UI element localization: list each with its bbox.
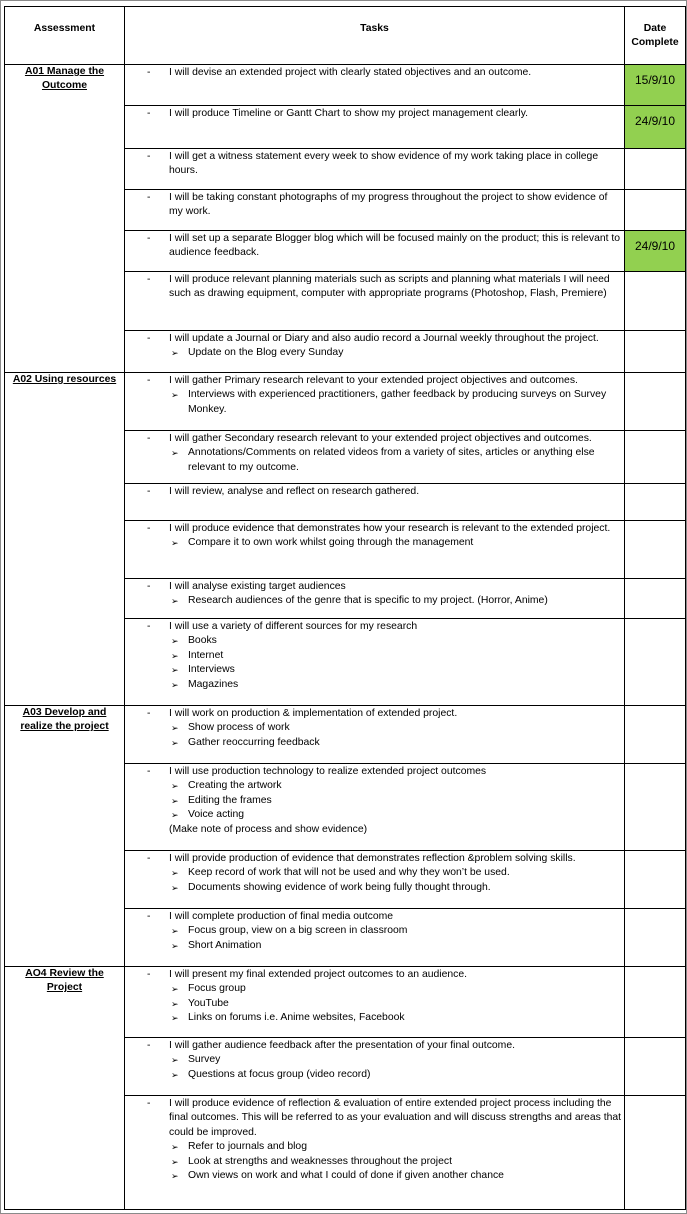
arrow-bullet-icon: ➢ <box>171 868 179 879</box>
arrow-bullet-icon: ➢ <box>171 390 179 401</box>
task-text: I will update a Journal or Diary and also audio record a Journal weekly throughout the project. <box>169 333 599 344</box>
arrow-bullet-icon: ➢ <box>171 1142 179 1153</box>
date-complete-cell <box>625 431 686 484</box>
sub-task-text: Links on forums i.e. Anime websites, Facebook <box>188 1012 405 1024</box>
sub-task-text: Research audiences of the genre that is specific to my project. (Horror, Anime) <box>188 595 548 607</box>
date-complete-cell <box>625 1096 686 1210</box>
header-row <box>5 7 686 65</box>
section-label-line2: Project <box>46 982 83 994</box>
task-text: I will work on production & implementation of extended project. <box>169 708 458 719</box>
sub-task-item <box>125 634 624 648</box>
date-complete-value: 24/9/10 <box>634 114 676 128</box>
dash-bullet-icon: - <box>147 108 151 119</box>
arrow-bullet-icon: ➢ <box>171 1055 179 1066</box>
task-cell <box>125 431 625 484</box>
date-complete-cell <box>625 909 686 967</box>
date-complete-cell <box>625 484 686 521</box>
task-cell <box>125 331 625 373</box>
sub-task-item <box>125 1155 624 1169</box>
task-text: I will provide production of evidence that demonstrates reflection &problem solving skills. <box>169 853 576 864</box>
section-label-line1: AO4 Review the <box>25 968 104 979</box>
arrow-bullet-icon: ➢ <box>171 940 179 951</box>
arrow-bullet-icon: ➢ <box>171 723 179 734</box>
table-row <box>5 706 686 764</box>
dash-bullet-icon: - <box>147 67 151 78</box>
dash-bullet-icon: - <box>147 766 151 777</box>
task-text: I will devise an extended project with clearly stated objectives and an outcome. <box>169 67 532 78</box>
dash-bullet-icon: - <box>147 1040 151 1051</box>
sub-task-text: Own views on work and what I could of done if given another chance <box>188 1170 504 1182</box>
task-item <box>125 272 624 302</box>
dash-bullet-icon: - <box>147 151 151 162</box>
dash-bullet-icon: - <box>147 911 151 922</box>
dash-bullet-icon: - <box>147 486 151 497</box>
section-label-line2: realize the project <box>20 721 109 733</box>
section-label-line1: A03 Develop and <box>22 707 107 718</box>
tasks-header: Tasks <box>125 7 625 65</box>
dash-bullet-icon: - <box>147 969 151 980</box>
dash-bullet-icon: - <box>147 433 151 444</box>
section-label-line2: Outcome <box>41 80 88 92</box>
task-item <box>125 619 624 634</box>
date-complete-cell <box>625 272 686 331</box>
task-text: I will be taking constant photographs of my progress throughout the project to show evidence of my work. <box>169 192 608 218</box>
task-cell <box>125 149 625 190</box>
sub-task-text: Interviews with experienced practitioners, gather feedback by producing surveys on Survey Monkey. <box>188 389 607 415</box>
date-complete-cell <box>625 65 686 106</box>
table-row <box>5 967 686 1038</box>
sub-task-item <box>125 446 624 475</box>
date-complete-value: 24/9/10 <box>634 239 676 253</box>
task-cell <box>125 706 625 764</box>
date-complete-cell <box>625 149 686 190</box>
arrow-bullet-icon: ➢ <box>171 650 179 661</box>
sub-task-item <box>125 794 624 808</box>
sub-task-item <box>125 939 624 953</box>
date-complete-cell <box>625 764 686 851</box>
arrow-bullet-icon: ➢ <box>171 795 179 806</box>
task-text: I will use a variety of different sources for my research <box>169 621 418 632</box>
sub-task-item <box>125 536 624 550</box>
sub-task-item <box>125 866 624 880</box>
task-item <box>125 764 624 779</box>
date-complete-value: 15/9/10 <box>634 73 676 87</box>
date-complete-cell <box>625 521 686 579</box>
sub-task-text: Focus group, view on a big screen in classroom <box>188 925 408 937</box>
section-label-a01 <box>5 65 125 373</box>
task-item <box>125 579 624 594</box>
task-cell <box>125 272 625 331</box>
dash-bullet-icon: - <box>147 523 151 534</box>
task-cell <box>125 521 625 579</box>
sub-task-item <box>125 1140 624 1154</box>
sub-task-item <box>125 924 624 938</box>
dash-bullet-icon: - <box>147 233 151 244</box>
sub-task-item <box>125 881 624 895</box>
task-item <box>125 484 624 499</box>
task-cell <box>125 65 625 106</box>
assessment-header: Assessment <box>5 7 125 65</box>
sub-task-text: Internet <box>188 649 224 661</box>
sub-task-text: Questions at focus group (video record) <box>188 1068 371 1080</box>
task-text: I will review, analyse and reflect on research gathered. <box>169 486 420 497</box>
sub-task-text: Gather reoccurring feedback <box>188 736 320 748</box>
task-item <box>125 331 624 346</box>
sub-task-text: Focus group <box>188 983 246 995</box>
assessment-task-table <box>4 6 686 1210</box>
arrow-bullet-icon: ➢ <box>171 984 179 995</box>
task-cell <box>125 851 625 909</box>
task-item <box>125 231 624 261</box>
task-cell <box>125 967 625 1038</box>
sub-task-text: Survey <box>188 1054 221 1066</box>
arrow-bullet-icon: ➢ <box>171 882 179 893</box>
task-cell <box>125 231 625 272</box>
task-cell <box>125 1096 625 1210</box>
task-cell <box>125 484 625 521</box>
date-header-line1: Date <box>643 23 667 34</box>
task-text: I will produce evidence of reflection & evaluation of entire extended project process including the final outcomes. This will be referred to as your evaluation and will discuss strengths and areas that could be improved. <box>169 1098 622 1138</box>
task-cell <box>125 764 625 851</box>
dash-bullet-icon: - <box>147 581 151 592</box>
arrow-bullet-icon: ➢ <box>171 636 179 647</box>
section-label-line1: A01 Manage the <box>24 66 105 77</box>
task-item <box>125 967 624 982</box>
task-item <box>125 909 624 924</box>
sub-task-item <box>125 1169 624 1183</box>
sub-task-text: Voice acting <box>188 809 245 821</box>
sub-task-item <box>125 1053 624 1067</box>
sub-task-text: Refer to journals and blog <box>188 1141 307 1153</box>
sub-task-item <box>125 779 624 793</box>
task-text: I will produce Timeline or Gantt Chart to show my project management clearly. <box>169 108 529 119</box>
task-text: I will complete production of final media outcome <box>169 911 394 922</box>
arrow-bullet-icon: ➢ <box>171 1069 179 1080</box>
task-text: I will analyse existing target audiences <box>169 581 346 592</box>
task-cell <box>125 1038 625 1096</box>
task-text: I will use production technology to realize extended project outcomes <box>169 766 487 777</box>
section-label-line1: A02 Using resources <box>12 374 117 385</box>
sub-task-text: Look at strengths and weaknesses throughout the project <box>188 1155 452 1167</box>
dash-bullet-icon: - <box>147 333 151 344</box>
date-complete-cell <box>625 851 686 909</box>
arrow-bullet-icon: ➢ <box>171 596 179 607</box>
sub-task-item <box>125 997 624 1011</box>
date-complete-cell <box>625 373 686 431</box>
dash-bullet-icon: - <box>147 708 151 719</box>
sub-task-item <box>125 594 624 608</box>
task-cell <box>125 619 625 706</box>
task-item <box>125 521 624 536</box>
section-label-a04 <box>5 967 125 1210</box>
task-cell <box>125 106 625 149</box>
arrow-bullet-icon: ➢ <box>171 1156 179 1167</box>
task-item <box>125 65 624 80</box>
arrow-bullet-icon: ➢ <box>171 926 179 937</box>
dash-bullet-icon: - <box>147 192 151 203</box>
task-text: I will produce evidence that demonstrates how your research is relevant to the extended project. <box>169 523 611 534</box>
task-item <box>125 431 624 446</box>
arrow-bullet-icon: ➢ <box>171 737 179 748</box>
task-note: (Make note of process and show evidence) <box>169 823 368 835</box>
dash-bullet-icon: - <box>147 375 151 386</box>
task-item <box>125 1096 624 1140</box>
sub-task-text: Editing the frames <box>188 794 272 806</box>
task-text: I will gather audience feedback after the presentation of your final outcome. <box>169 1040 515 1051</box>
arrow-bullet-icon: ➢ <box>171 348 179 359</box>
task-text: I will set up a separate Blogger blog which will be focused mainly on the product; this is relevant to audience feedback. <box>169 233 621 259</box>
sub-task-item <box>125 663 624 677</box>
date-complete-cell <box>625 190 686 231</box>
arrow-bullet-icon: ➢ <box>171 781 179 792</box>
dash-bullet-icon: - <box>147 621 151 632</box>
arrow-bullet-icon: ➢ <box>171 665 179 676</box>
sub-task-item <box>125 736 624 750</box>
task-text: I will gather Secondary research relevant to your extended project objectives and outcomes. <box>169 433 592 444</box>
table-row <box>5 373 686 431</box>
arrow-bullet-icon: ➢ <box>171 538 179 549</box>
sub-task-text: Interviews <box>188 664 235 676</box>
sub-task-item <box>125 1068 624 1082</box>
sub-task-item <box>125 982 624 996</box>
sub-task-item <box>125 808 624 822</box>
date-complete-cell <box>625 706 686 764</box>
task-text: I will present my final extended project outcomes to an audience. <box>169 969 468 980</box>
task-cell <box>125 190 625 231</box>
sub-task-item <box>125 649 624 663</box>
sub-task-text: Magazines <box>188 678 239 690</box>
sub-task-item <box>125 721 624 735</box>
sub-task-text: Annotations/Comments on related videos from a variety of sites, articles or anything else relevant to my outcome. <box>188 447 595 473</box>
sub-task-text: Show process of work <box>188 722 290 734</box>
date-complete-cell <box>625 231 686 272</box>
task-cell <box>125 909 625 967</box>
sub-task-text: YouTube <box>188 997 229 1009</box>
arrow-bullet-icon: ➢ <box>171 1171 179 1182</box>
dash-bullet-icon: - <box>147 1098 151 1109</box>
sub-task-text: Keep record of work that will not be used and why they won’t be used. <box>188 867 510 879</box>
arrow-bullet-icon: ➢ <box>171 810 179 821</box>
date-complete-cell <box>625 331 686 373</box>
section-label-a03 <box>5 706 125 967</box>
dash-bullet-icon: - <box>147 853 151 864</box>
task-item <box>125 1038 624 1053</box>
arrow-bullet-icon: ➢ <box>171 679 179 690</box>
task-item <box>125 373 624 388</box>
sub-task-text: Compare it to own work whilst going through the management <box>188 537 474 549</box>
sub-task-item <box>125 388 624 417</box>
date-complete-cell <box>625 1038 686 1096</box>
task-cell <box>125 579 625 619</box>
sub-task-item <box>125 1011 624 1025</box>
arrow-bullet-icon: ➢ <box>171 448 179 459</box>
sub-task-text: Creating the artwork <box>188 780 282 792</box>
task-cell <box>125 373 625 431</box>
task-item <box>125 190 624 220</box>
sub-task-item <box>125 678 624 692</box>
sub-task-text: Documents showing evidence of work being fully thought through. <box>188 881 491 893</box>
date-complete-cell <box>625 106 686 149</box>
task-text: I will gather Primary research relevant to your extended project objectives and outcomes. <box>169 375 578 386</box>
arrow-bullet-icon: ➢ <box>171 1013 179 1024</box>
task-text: I will get a witness statement every week to show evidence of my work taking place in college hours. <box>169 151 599 177</box>
task-item <box>125 706 624 721</box>
sub-task-text: Short Animation <box>188 939 262 951</box>
arrow-bullet-icon: ➢ <box>171 998 179 1009</box>
date-complete-cell <box>625 967 686 1038</box>
date-complete-cell <box>625 619 686 706</box>
section-label-a02 <box>5 373 125 706</box>
task-item <box>125 851 624 866</box>
dash-bullet-icon: - <box>147 274 151 285</box>
task-item <box>125 106 624 121</box>
date-header-line2: Complete <box>631 37 679 48</box>
date-complete-header <box>625 7 686 65</box>
task-item <box>125 149 624 179</box>
sub-task-item <box>125 346 624 360</box>
date-complete-cell <box>625 579 686 619</box>
table-row <box>5 65 686 106</box>
sub-task-text: Books <box>188 635 217 647</box>
task-text: I will produce relevant planning materials such as scripts and planning what materials I will need such as drawing equipment, computer with appropriate programs (Photoshop, Flash, Premiere) <box>169 274 610 300</box>
sub-task-text: Update on the Blog every Sunday <box>188 347 344 359</box>
